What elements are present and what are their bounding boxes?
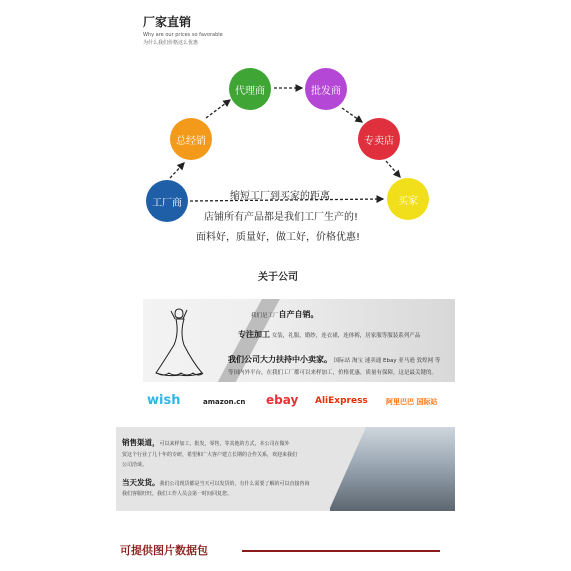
banner2-line4-small: 我们公司现货都是当天可以发货的，有什么需要了解的可以直接咨询 — [159, 481, 310, 487]
banner2-line1-small: 可以来样加工，批发，零售，等其他的方式，本公司在做外 — [159, 441, 290, 447]
page-title: 厂家直销 — [143, 15, 192, 29]
node-buyer: 买家 — [387, 178, 429, 220]
banner1-line3-small: 国际站 淘宝 速卖通 Ebay 亚马逊 敦煌网 等 — [333, 358, 441, 364]
logo-wish: wish — [147, 393, 181, 408]
footer-divider — [242, 550, 440, 552]
arrow-factory-to-distributor — [170, 163, 184, 178]
node-agent: 代理商 — [229, 68, 271, 110]
platform-logos — [143, 393, 455, 417]
subtitle-chinese: 为什么我们价格这么优惠 — [143, 40, 199, 46]
banner2-line3: 公司洽谈。 — [122, 462, 148, 468]
banner1-line2-big: 专注加工 — [238, 330, 270, 339]
banner2-line4-big: 当天发货。 — [122, 478, 160, 487]
about-banner-sales — [116, 427, 455, 511]
banner2-line1-big: 销售渠道， — [122, 438, 160, 447]
logo-amazon: amazon.cn — [203, 398, 246, 406]
banner1-line1-big: 自产自销。 — [278, 310, 319, 319]
node-factory: 工厂商 — [146, 180, 188, 222]
arrow-store-to-buyer — [386, 161, 400, 177]
logo-alibaba: 阿里巴巴 国际站 — [386, 398, 438, 406]
about-company-title: 关于公司 — [258, 272, 298, 283]
node-distributor: 总经销 — [170, 118, 212, 160]
banner1-line2-small: 女装，礼服，婚纱，连衣裙，连体裤，居家服等服装系列产品 — [271, 333, 421, 339]
slogan-line-3: 面料好，质量好，做工好，价格优惠! — [196, 232, 361, 243]
banner2-line5: 我们客服旺旺，我们工作人员会第一时间回复您。 — [122, 491, 233, 497]
image-data-pack-title: 可提供图片数据包 — [120, 544, 208, 557]
node-wholesaler: 批发商 — [305, 68, 347, 110]
arrow-distributor-to-agent — [206, 100, 230, 118]
banner1-line4: 等国内外平台，在我们工厂都可以来样加工，价格优惠，质量有保障，这是最关键的。 — [228, 370, 438, 376]
about-banner-factory — [143, 299, 455, 382]
banner1-line1-small: 我们是工厂 — [251, 313, 279, 319]
slogan-line-2: 店铺所有产品都是我们工厂生产的! — [204, 212, 359, 223]
arrow-wholesaler-to-store — [342, 108, 362, 122]
banner2-line2: 贸这个行业了几十年的专研，希望和广大客户建立长期的合作关系，欢迎来我们 — [122, 452, 298, 458]
logo-ebay: ebay — [266, 393, 299, 407]
dress-illustration-icon — [149, 301, 209, 381]
subtitle-english: Why are our prices so favorable — [143, 32, 223, 38]
node-store: 专卖店 — [358, 118, 400, 160]
slogan-line-1: 缩短工厂到买家的距离 — [230, 191, 330, 202]
logo-aliexpress: AliExpress — [315, 396, 368, 406]
banner1-line3-big: 我们公司大力扶持中小卖家。 — [228, 355, 332, 364]
